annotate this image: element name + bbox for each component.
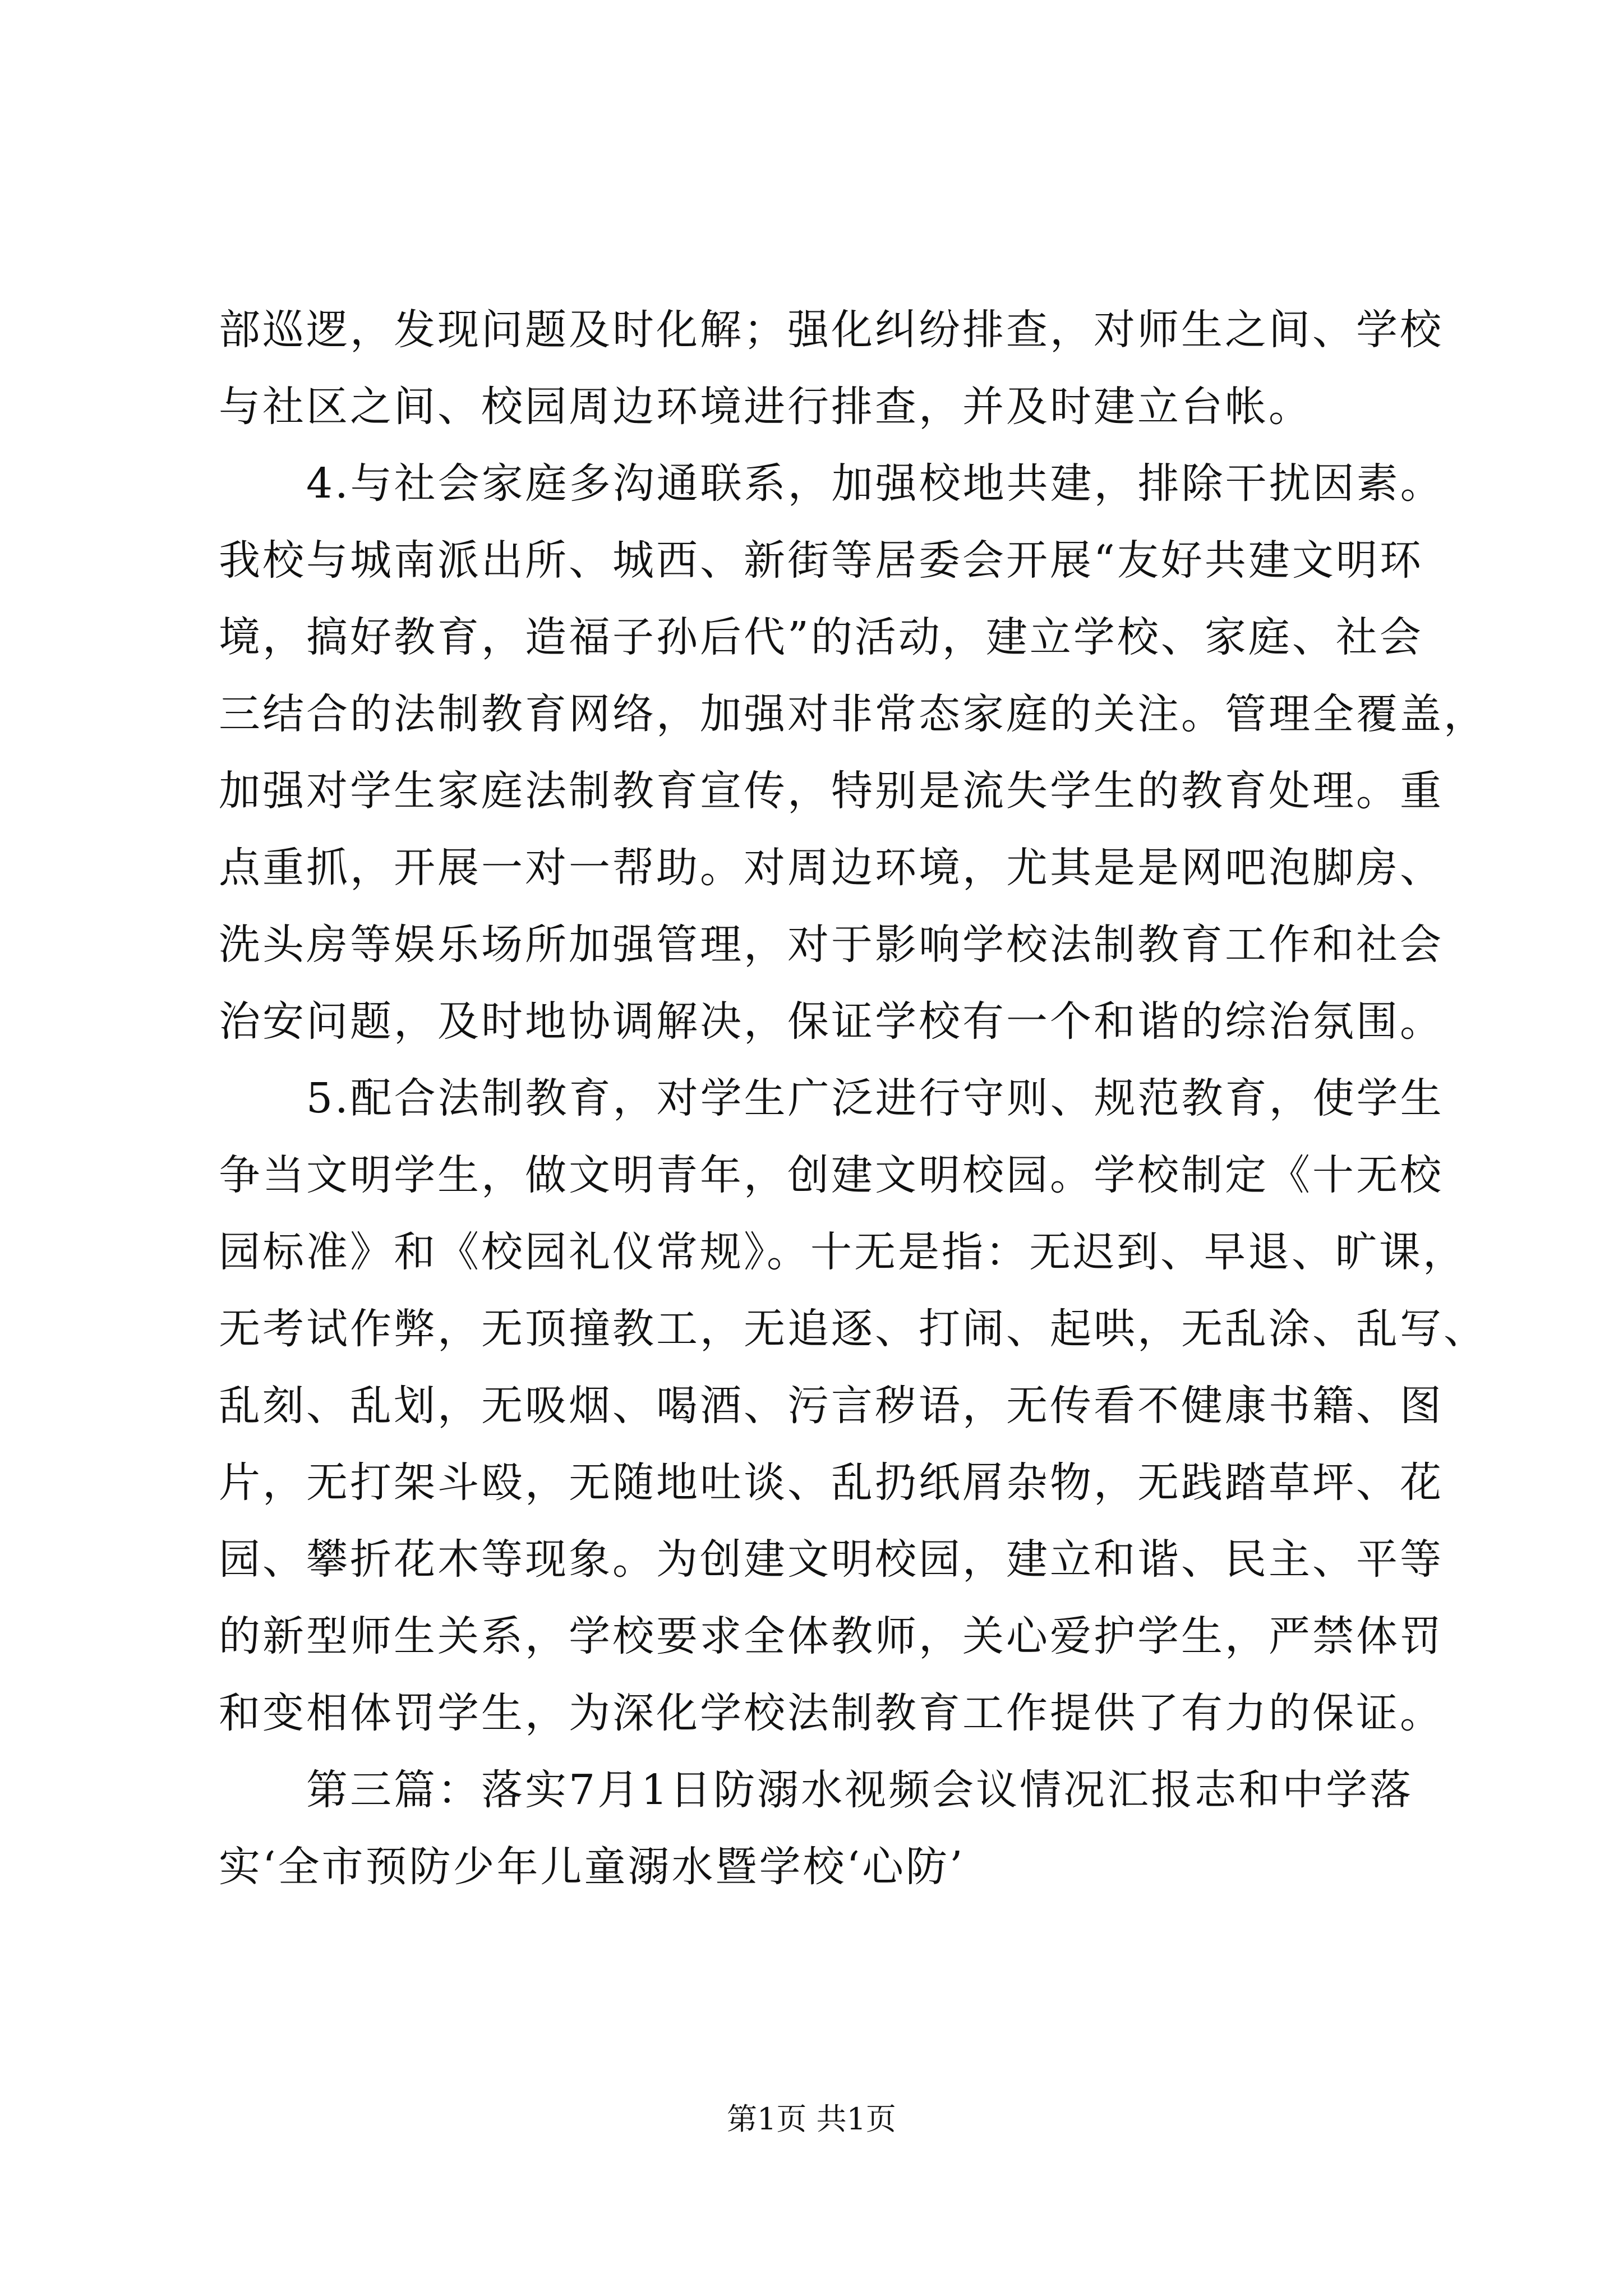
text-line: 4.与社会家庭多沟通联系，加强校地共建，排除干扰因素。 xyxy=(219,459,1444,508)
text-line: 我校与城南派出所、城西、新街等居委会开展“友好共建文明环 xyxy=(219,536,1423,585)
text-line: 治安问题，及时地协调解决，保证学校有一个和谐的综治氛围。 xyxy=(219,997,1444,1046)
text-line: 境，搞好教育，造福子孙后代”的活动，建立学校、家庭、社会 xyxy=(219,613,1423,661)
text-line: 无考试作弊，无顶撞教工，无追逐、打闹、起哄，无乱涂、乱写、 xyxy=(219,1305,1487,1353)
section-heading-line: 第三篇：落实7月1日防溺水视频会议情况汇报志和中学落 xyxy=(219,1766,1414,1814)
text-line: 加强对学生家庭法制教育宣传，特别是流失学生的教育处理。重 xyxy=(219,767,1444,815)
text-line: 部巡逻，发现问题及时化解；强化纠纷排查，对师生之间、学校 xyxy=(219,306,1444,354)
text-line: 片，无打架斗殴，无随地吐谈、乱扔纸屑杂物，无践踏草坪、花 xyxy=(219,1458,1444,1507)
text-line: 三结合的法制教育网络，加强对非常态家庭的关注。管理全覆盖， xyxy=(219,690,1487,738)
text-line: 与社区之间、校园周边环境进行排查，并及时建立台帐。 xyxy=(219,383,1312,431)
text-line: 点重抓，开展一对一帮助。对周边环境，尤其是是网吧泡脚房、 xyxy=(219,844,1444,892)
section-heading-line: 实‘全市预防少年儿童溺水暨学校‘心防’ xyxy=(219,1843,965,1891)
page-number-label: 第1页 共1页 xyxy=(727,2101,896,2137)
text-line: 园、攀折花木等现象。为创建文明校园，建立和谐、民主、平等 xyxy=(219,1535,1444,1584)
text-line: 洗头房等娱乐场所加强管理，对于影响学校法制教育工作和社会 xyxy=(219,921,1444,969)
text-line: 园标准》和《校园礼仪常规》。十无是指：无迟到、早退、旷课， xyxy=(219,1228,1467,1276)
text-line: 和变相体罚学生，为深化学校法制教育工作提供了有力的保证。 xyxy=(219,1689,1444,1737)
text-line: 乱刻、乱划，无吸烟、喝酒、污言秽语，无传看不健康书籍、图 xyxy=(219,1382,1444,1430)
text-line: 的新型师生关系，学校要求全体教师，关心爱护学生，严禁体罚 xyxy=(219,1612,1444,1660)
text-line: 争当文明学生，做文明青年，创建文明校园。学校制定《十无校 xyxy=(219,1151,1444,1199)
document-body xyxy=(219,292,1487,1906)
page-footer xyxy=(0,2095,1623,2138)
text-line: 5.配合法制教育，对学生广泛进行守则、规范教育，使学生 xyxy=(219,1074,1444,1122)
